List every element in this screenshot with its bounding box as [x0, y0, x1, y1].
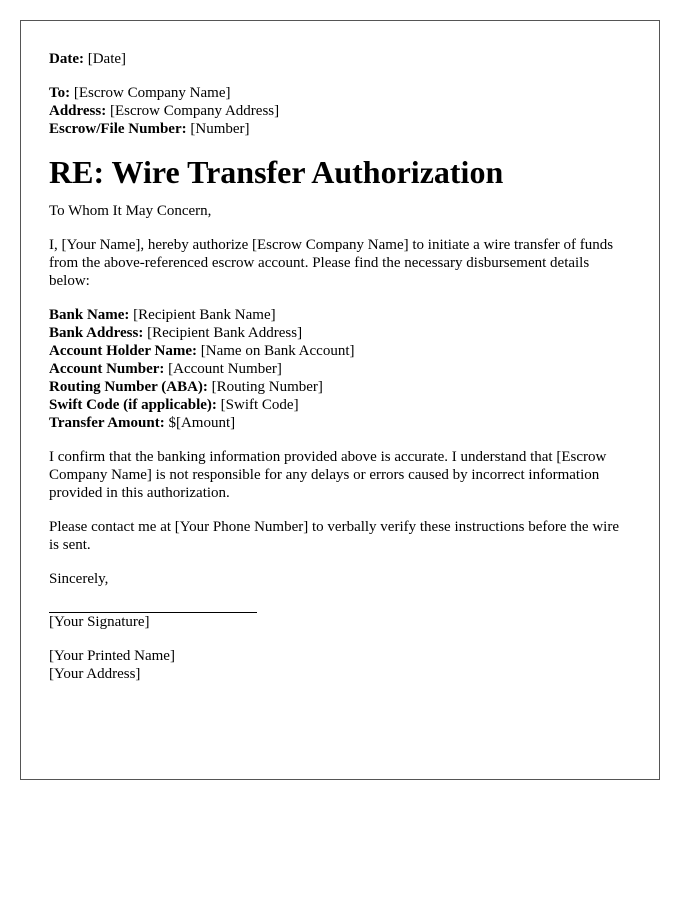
letter-page — [20, 20, 660, 780]
detail-value: [Swift Code] — [220, 397, 299, 413]
detail-value: [Recipient Bank Name] — [133, 307, 276, 323]
detail-label: Routing Number (ABA): — [49, 379, 208, 395]
address-value: [Escrow Company Address] — [109, 103, 280, 119]
detail-transfer-amount — [49, 414, 629, 432]
file-number-label: Escrow/File Number: — [49, 121, 187, 137]
signer-block — [49, 647, 629, 683]
detail-routing-number — [49, 378, 629, 396]
intro-paragraph: I, [Your Name], hereby authorize [Escrow Company Name] to initiate a wire transfer of funds from the above-referenced escrow account. Please find the necessary disbursement details below: — [49, 237, 614, 289]
recipient-block — [49, 84, 629, 138]
detail-label: Account Holder Name: — [49, 343, 198, 359]
confirmation-paragraph: I confirm that the banking information provided above is accurate. I understand that [Escrow Company Name] is not responsible for any delays or errors caused by incorrect information provided in this authorization. — [49, 449, 607, 501]
letter-content — [49, 50, 629, 683]
detail-account-holder — [49, 342, 629, 360]
detail-bank-address — [49, 324, 629, 342]
address-label: Address: — [49, 103, 107, 119]
to-line — [49, 84, 629, 102]
date-line — [49, 50, 629, 68]
detail-bank-name — [49, 306, 629, 324]
date-label: Date: — [49, 51, 84, 67]
file-number-line — [49, 120, 629, 138]
closing: Sincerely, — [49, 571, 109, 587]
detail-account-number — [49, 360, 629, 378]
disbursement-details — [49, 306, 629, 432]
date-value: [Date] — [87, 51, 127, 67]
letter-title: RE: Wire Transfer Authorization — [49, 154, 504, 190]
signature-line — [49, 588, 257, 613]
signature-placeholder: [Your Signature] — [49, 614, 150, 630]
detail-label: Transfer Amount: — [49, 415, 165, 431]
address-line — [49, 102, 629, 120]
to-label: To: — [49, 85, 71, 101]
salutation: To Whom It May Concern, — [49, 203, 212, 219]
detail-swift-code — [49, 396, 629, 414]
detail-label: Bank Name: — [49, 307, 130, 323]
detail-label: Bank Address: — [49, 325, 144, 341]
detail-value: $[Amount] — [168, 415, 236, 431]
printed-name: [Your Printed Name] — [49, 648, 175, 664]
signer-address: [Your Address] — [49, 666, 141, 682]
detail-value: [Recipient Bank Address] — [147, 325, 303, 341]
to-value: [Escrow Company Name] — [73, 85, 231, 101]
detail-label: Account Number: — [49, 361, 165, 377]
detail-value: [Account Number] — [168, 361, 282, 377]
contact-paragraph: Please contact me at [Your Phone Number] to verbally verify these instructions before the wire is sent. — [49, 519, 619, 553]
detail-value: [Name on Bank Account] — [200, 343, 355, 359]
file-number-value: [Number] — [190, 121, 250, 137]
detail-label: Swift Code (if applicable): — [49, 397, 217, 413]
detail-value: [Routing Number] — [211, 379, 323, 395]
